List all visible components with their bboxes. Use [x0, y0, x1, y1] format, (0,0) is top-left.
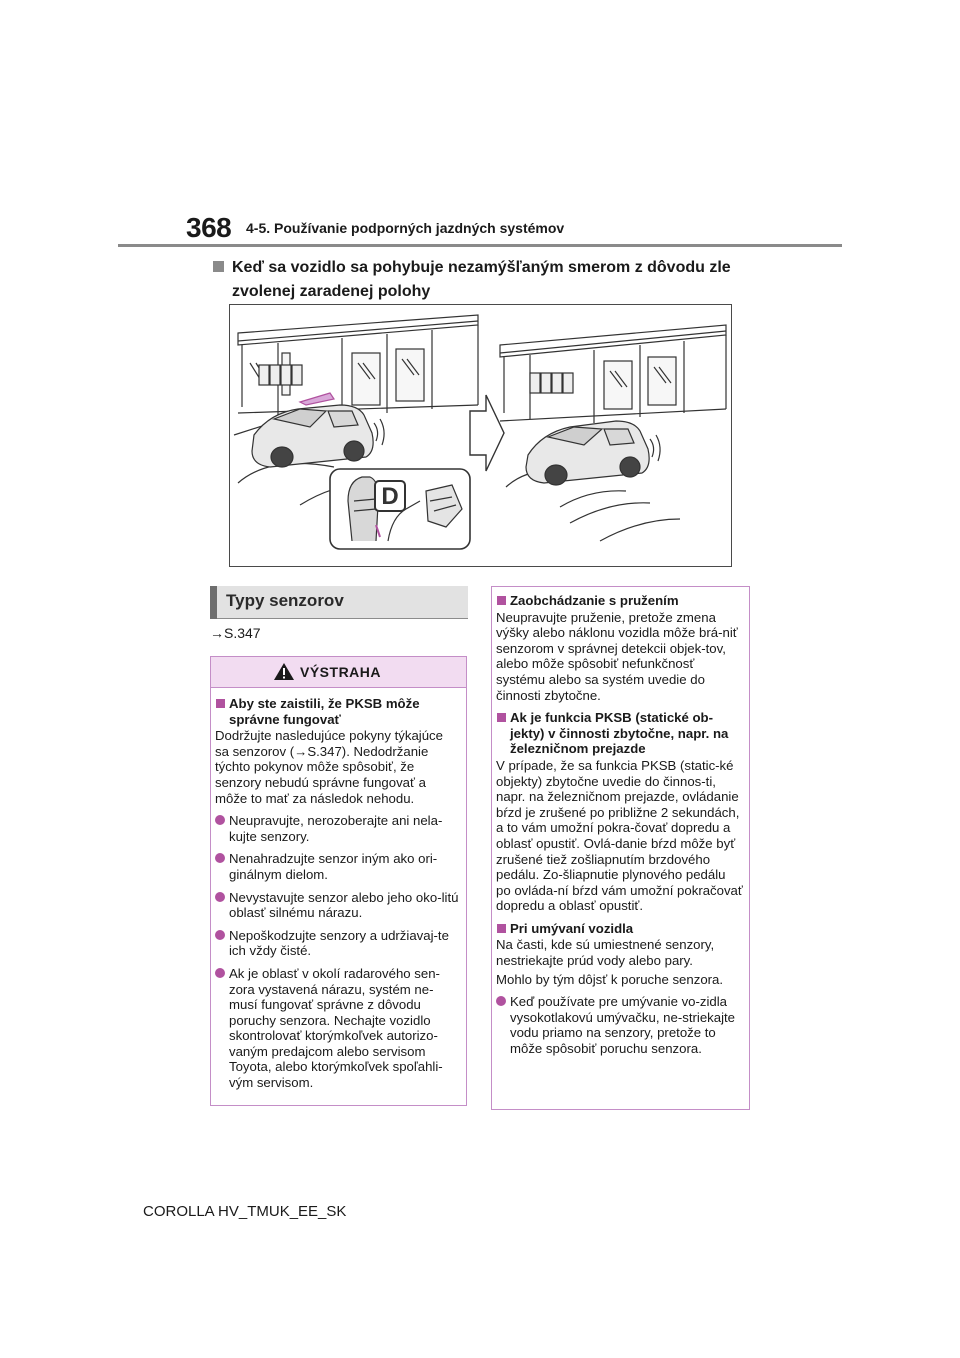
sensor-types-label: Typy senzorov — [226, 591, 344, 610]
warning-paragraph: Dodržujte nasledujúce pokyny týkajúce sa senzorov (→S.347). Nedodržanie týchto pokynov môže spôsobiť, že senzory nebudú správne fungovať a môže to mať za následok nehodu. — [215, 728, 443, 806]
warning-body — [211, 688, 466, 1091]
list-item-text: Keď používate pre umývanie vo-zidla vysokotlakovú umývačku, ne-striekajte vodu priamo na senzory, pretože to môže spôsobiť poruchu senzora. — [510, 994, 736, 1057]
washing-paragraph: Na časti, kde sú umiestnené senzory, nestriekajte prúd vody alebo pary. — [496, 937, 715, 969]
list-item-text: Nevystavujte senzor alebo jeho oko-litú oblasť silnému nárazu. — [229, 889, 459, 921]
section-heading-text: Keď sa vozidlo sa pohybuje nezamýšľaným smerom z dôvodu zle zvolenej zaradenej polohy — [232, 259, 731, 300]
header-rule — [118, 244, 842, 247]
list-item — [215, 928, 460, 959]
warning-triangle-icon — [273, 662, 295, 681]
railway-subheading-text: Ak je funkcia PKSB (statické ob-jekty) v činnosti zbytočne, napr. na železničnom prejazde — [510, 710, 729, 757]
list-item — [215, 966, 460, 1091]
list-item-text: Neupravujte, nerozoberajte ani nela-kujte senzory. — [229, 813, 443, 844]
bullet-dot-icon — [215, 892, 225, 902]
sensor-types-heading — [210, 586, 468, 619]
right-scene-car — [526, 421, 660, 485]
info-box — [491, 586, 750, 1110]
list-item — [496, 994, 743, 1056]
list-item-text: Ak je oblasť v okolí radarového sen-zora vystavená nárazu, systém ne-musí fungovať správne z dôvodu poruchy senzora. Nechajte vozidlo skontrolovať ktorýmkoľvek autorizo-vaným predajcom alebo servisom Toyota, alebo ktorýmkoľvek spoľahli-vým servisom. — [229, 965, 443, 1091]
left-column — [210, 586, 468, 641]
sub-square-icon — [216, 699, 225, 708]
washing-paragraph-2: Mohlo by tým dôjsť k poruche senzora. — [496, 971, 724, 987]
transition-arrow-icon — [470, 395, 504, 471]
sub-square-icon — [497, 596, 506, 605]
heading-square-icon — [213, 261, 224, 272]
page-number: 368 — [186, 212, 232, 243]
bullet-dot-icon — [215, 815, 225, 825]
gear-inset — [330, 469, 470, 549]
page-reference: →S.347 — [210, 625, 261, 641]
list-item — [215, 890, 460, 921]
warning-header — [211, 657, 466, 688]
heading-bar — [210, 586, 217, 619]
chapter-title: 4-5. Používanie podporných jazdných systémov — [246, 220, 565, 236]
sub-square-icon — [497, 713, 506, 722]
footer-model: COROLLA HV_TMUK_EE_SK — [143, 1203, 347, 1220]
warning-subheading — [215, 696, 460, 727]
list-item — [215, 851, 460, 882]
suspension-paragraph: Neupravujte pruženie, pretože zmena výšky alebo náklonu vozidla môže brá-niť senzorom v správnej detekcii objek-tov, alebo môže spôsobiť nefunkčnosť systému alebo sa systém uvedie do činnosti zbytočne. — [496, 609, 738, 703]
list-item-text: Nepoškodzujte senzory a udržiavaj-te ich vždy čisté. — [229, 927, 449, 959]
washing-subheading — [496, 921, 743, 937]
list-item-text: Nenahradzujte senzor iným ako ori-ginálnym dielom. — [229, 851, 438, 882]
railway-paragraph: V prípade, že sa funkcia PKSB (static-ké objekty) zbytočne uvedie do činnos-ti, napr. na železničnom prejazde, ovládanie bŕzd je zrušené po približne 2 sekundách, a to vám umožní pokra-čovať dopredu a oblasť opustiť. Ovlá-danie bŕzd môže byť zrušené tiež zošliapnutím brzdového pedálu. Zo-šliapnutie plynového pedálu po ovláda-ní bŕzd vám umožní pokračovať dopredu a oblasť opustiť. — [496, 757, 743, 914]
bullet-dot-icon — [215, 930, 225, 940]
section-heading — [213, 256, 773, 304]
gear-d-label: D — [381, 483, 399, 510]
suspension-subheading — [496, 593, 743, 609]
suspension-subheading-text: Zaobchádzanie s pružením — [510, 593, 679, 608]
warning-subheading-text: Aby ste zaistili, že PKSB môže správne fungovať — [229, 696, 420, 727]
sub-square-icon — [497, 924, 506, 933]
washing-subheading-text: Pri umývaní vozidla — [510, 920, 634, 936]
bullet-dot-icon — [215, 968, 225, 978]
illustration — [229, 304, 732, 567]
railway-subheading — [496, 710, 743, 757]
list-item — [215, 813, 460, 844]
bullet-dot-icon — [215, 853, 225, 863]
warning-title: VÝSTRAHA — [300, 664, 382, 680]
warning-box — [210, 656, 467, 1106]
info-body — [492, 587, 749, 1057]
bullet-dot-icon — [496, 996, 506, 1006]
